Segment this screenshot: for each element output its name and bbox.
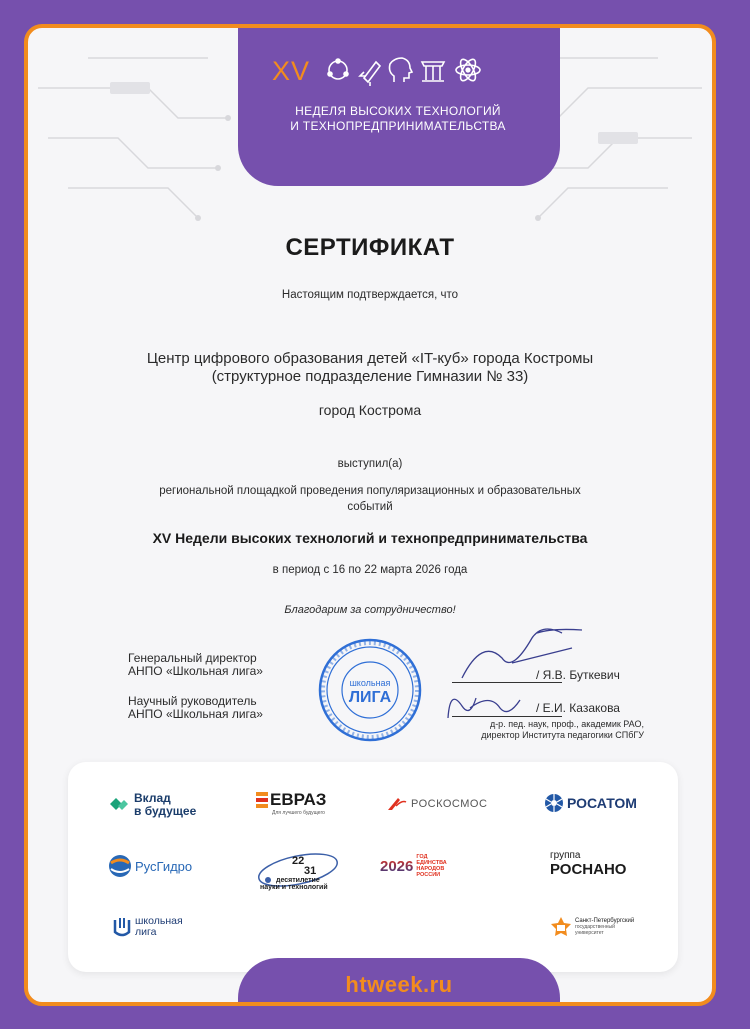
supervisor-credentials-line2: директор Института педагогики СПбГУ [481,730,644,740]
confirm-text: Настоящим подтверждается, что [281,289,459,301]
evraz-tagline: Для лучшего будущего [272,810,325,816]
year-line4: РОССИИ [416,872,441,878]
logo-evraz [256,790,326,816]
atom-icon [456,57,480,83]
decade-line1: десятилетие [276,877,320,884]
evraz-logo-icon [256,792,270,808]
logo-vklad [108,792,196,818]
spbu-line3: университет [575,930,604,936]
director-title [128,652,263,678]
vklad-text1: Вклад [134,791,171,805]
year-line1: ГОД [416,854,428,860]
logo-year-of-unity [380,854,447,878]
rosatom-logo-icon [544,793,564,813]
rosnano-line2: РОСНАНО [550,861,627,878]
decade-num2: 31 [304,865,317,877]
director-title-line2: АНПО «Школьная лига» [128,664,263,678]
supervisor-title-line1: Научный руководитель [128,694,257,708]
spbu-line2: государственный [575,924,615,930]
rosnano-line1: группа [550,850,581,861]
supervisor-title [128,695,263,721]
logo-rosatom [544,793,637,813]
director-title-line1: Генеральный директор [128,651,257,665]
acted-as: выступил(а) [337,458,403,470]
atom-network-icon [328,59,348,79]
decade-line2: науки и технологий [260,884,328,891]
supervisor-credentials-line1: д-р. пед. наук, проф., академик РАО, [489,719,644,729]
role-line2: событий [347,501,393,513]
vklad-text2: в будущее [134,804,197,818]
decade-num1: 22 [292,855,305,867]
certificate-title: СЕРТИФИКАТ [285,234,455,261]
director-name: / Я.В. Буткевич [536,668,620,682]
thanks-text: Благодарим за сотрудничество! [284,604,456,616]
roscosmos-text: РОСКОСМОС [411,798,488,810]
logo-school-league [112,916,183,938]
partner-logos-panel [68,762,678,972]
edition-number: XV [272,56,311,86]
school-league-logo-icon [112,916,132,938]
school-league-stamp [316,636,424,744]
period: в период с 16 по 22 марта 2026 года [272,564,468,576]
logo-rushydro [108,854,192,878]
spbu-line1: Санкт-Петербургский [575,918,635,924]
organization-subdivision: (структурное подразделение Гимназии № 33) [211,368,529,385]
logo-roscosmos [386,796,487,812]
league-text2: лига [135,926,157,938]
year-line3: НАРОДОВ [416,866,445,872]
rocket-icon [360,62,380,86]
vklad-logo-icon [108,794,130,816]
roscosmos-logo-icon [386,796,408,812]
head-profile-icon [390,58,413,82]
event-banner-line2: И ТЕХНОПРЕДПРИНИМАТЕЛЬСТВА [290,119,506,133]
role-line1: региональной площадкой проведения популяризационных и образовательных [159,485,581,497]
supervisor-name: / Е.И. Казакова [536,701,620,715]
certificate-frame [24,24,716,1006]
spbu-logo-icon [550,916,572,938]
league-text1: школьная [135,915,183,927]
evraz-text: ЕВРАЗ [270,790,327,809]
year-badge: 2026 [380,857,414,875]
stamp-text-line2: ЛИГА [348,689,392,706]
rushydro-text: РусГидро [135,858,193,874]
stamp-text-line1: школьная [349,678,391,688]
event-banner-line1: НЕДЕЛЯ ВЫСОКИХ ТЕХНОЛОГИЙ [295,104,501,118]
supervisor-signature-line [452,716,562,717]
event-name: XV Недели высоких технологий и технопредпринимательства [152,530,588,546]
building-columns-icon [422,62,444,81]
header-icons [324,54,484,86]
organization-name: Центр цифрового образования детей «IT-куб» города Костромы [146,350,594,367]
rosatom-text: РОСАТОМ [567,795,637,811]
city: город Кострома [318,402,422,418]
year-line2: ЕДИНСТВА [416,860,447,866]
supervisor-title-line2: АНПО «Школьная лига» [128,707,263,721]
logo-science-decade [254,844,340,892]
event-banner [253,104,543,134]
rushydro-logo-icon [108,854,132,878]
logo-rosnano [550,850,626,878]
website-link[interactable]: htweek.ru [345,972,453,997]
logo-spbu [550,916,634,938]
supervisor-credentials [428,719,644,741]
